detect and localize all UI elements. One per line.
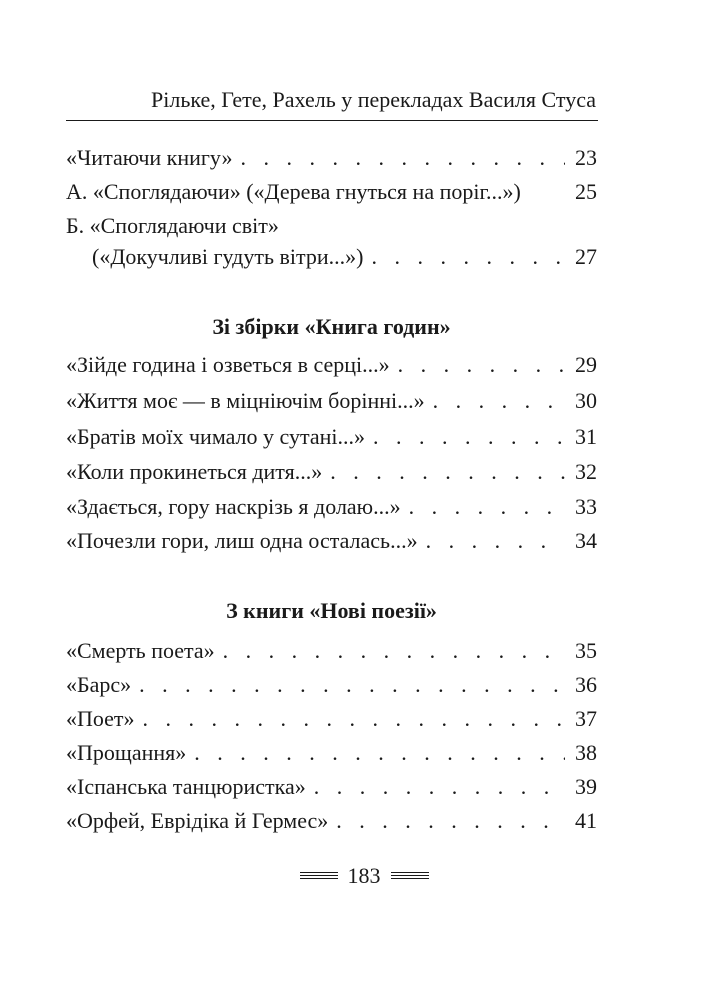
dot-leader: [223, 635, 565, 667]
toc-entry: [66, 142, 597, 174]
toc-entry-title: Б. «Споглядаючи світ»: [66, 213, 279, 238]
dot-leader: [194, 737, 565, 769]
folio-ornament-right: [391, 872, 429, 880]
dot-leader: [398, 349, 565, 381]
dot-leader: [373, 421, 565, 453]
dot-leader: [139, 669, 565, 701]
toc-entry: [66, 176, 597, 208]
toc-entry-title: «Барс»: [66, 672, 132, 697]
dot-leader: [433, 385, 565, 417]
dot-leader: [409, 491, 565, 523]
toc-entry-page: 39: [575, 774, 597, 799]
header-rule: [66, 120, 598, 121]
dot-leader: [240, 142, 565, 174]
toc-entry: [66, 385, 597, 417]
toc-entry-title: «Зійде година і озветься в серці...»: [66, 352, 390, 377]
toc-entry-title: «Прощання»: [66, 740, 187, 765]
toc-entry-title: «Здається, гору наскрізь я долаю...»: [66, 494, 401, 519]
dot-leader: [314, 771, 565, 803]
toc-entry-title: «Орфей, Еврідіка й Гермес»: [66, 808, 329, 833]
toc-entry-title: «Іспанська танцюристка»: [66, 774, 306, 799]
toc-entry: [66, 349, 597, 381]
toc-entry: [66, 491, 597, 523]
page-number: 183: [347, 863, 381, 888]
toc-entry: [66, 525, 597, 557]
toc-entry-page: 37: [575, 706, 597, 731]
toc-entry-page: 38: [575, 740, 597, 765]
toc-entry: [66, 635, 597, 667]
toc-entry: [66, 210, 597, 242]
toc-entry-title: «Почезли гори, лиш одна осталась...»: [66, 528, 418, 553]
toc-entry-page: 33: [575, 494, 597, 519]
toc-entry-continuation: [92, 241, 597, 273]
toc-entry-title: «Читаючи книгу»: [66, 145, 233, 170]
toc-entry-title: «Життя моє — в міцніючім борінні...»: [66, 388, 425, 413]
toc-entry-title: А. «Споглядаючи» («Дерева гнуться на поріг...»): [66, 179, 521, 204]
toc-entry-page: 29: [575, 352, 597, 377]
dot-leader: [372, 241, 566, 273]
toc-entry: [66, 669, 597, 701]
dot-leader: [143, 703, 565, 735]
toc-entry-page: 23: [575, 145, 597, 170]
toc-entry-title: «Смерть поета»: [66, 638, 215, 663]
folio-ornament-left: [300, 872, 338, 880]
toc-entry: [66, 703, 597, 735]
toc-entry: [66, 456, 597, 488]
toc-entry: [66, 737, 597, 769]
page-footer: [0, 862, 728, 890]
toc-entry: [66, 421, 597, 453]
toc-entry: [66, 771, 597, 803]
toc-entry-page: 27: [575, 244, 597, 269]
toc-entry-page: 36: [575, 672, 597, 697]
toc-entry-page: 41: [575, 808, 597, 833]
toc-entry-page: 32: [575, 459, 597, 484]
toc-entry: [66, 805, 597, 837]
dot-leader: [330, 456, 565, 488]
running-header: Рільке, Гете, Рахель у перекладах Василя Стуса: [151, 87, 596, 112]
section-heading: З книги «Нові поезії»: [226, 598, 437, 623]
toc-entry-page: 30: [575, 388, 597, 413]
dot-leader: [426, 525, 565, 557]
toc-entry-page: 31: [575, 424, 597, 449]
section-heading: Зі збірки «Книга годин»: [212, 314, 451, 339]
toc-entry-page: 35: [575, 638, 597, 663]
dot-leader: [336, 805, 565, 837]
toc-entry-page: 34: [575, 528, 597, 553]
toc-entry-page: 25: [575, 179, 597, 204]
toc-entry-title: «Поет»: [66, 706, 135, 731]
toc-entry-title: «Братів моїх чимало у сутані...»: [66, 424, 366, 449]
toc-entry-title: «Коли прокинеться дитя...»: [66, 459, 323, 484]
toc-entry-title: («Докучливі гудуть вітри...»): [92, 244, 364, 269]
